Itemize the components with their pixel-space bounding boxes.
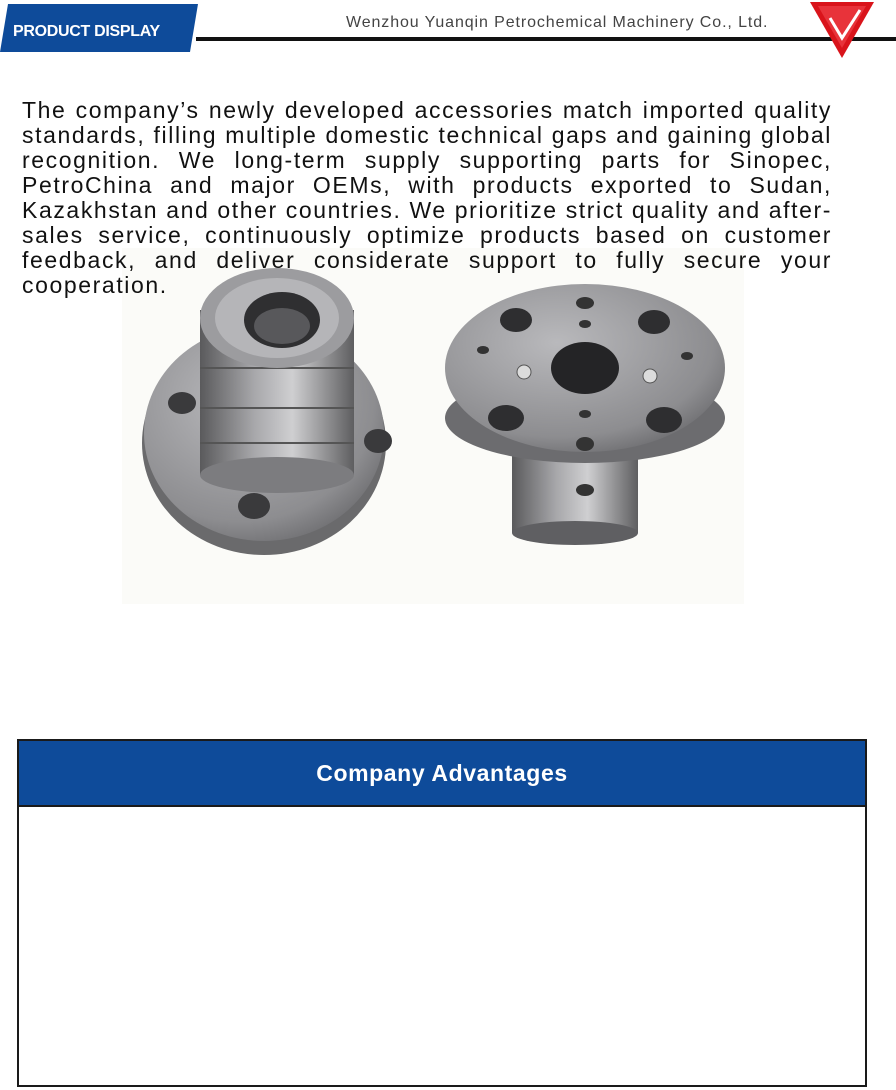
- header-rule: [196, 37, 896, 41]
- company-advantages-panel: [17, 739, 867, 1087]
- product-display-badge: [0, 4, 198, 52]
- advantages-title: Company Advantages: [316, 759, 568, 786]
- advantages-body: The company’s newly developed accessories match imported quality standards, filling multiple domestic technical gaps and gaining global recognition. We long-term supply supporting parts for Sinopec, PetroChina and major OEMs, with products exported to Sudan, Kazakhstan and other countries. We prioritize strict quality and after-sales service, continuously optimize products based on customer feedback, and deliver considerate support to fully secure your cooperation.: [22, 97, 832, 298]
- badge-label: PRODUCT DISPLAY: [13, 23, 160, 40]
- product-photo: [122, 248, 744, 604]
- advantages-header: [19, 741, 865, 807]
- company-name: Wenzhou Yuanqin Petrochemical Machinery Co., Ltd.: [346, 14, 769, 31]
- company-logo-icon: [808, 0, 878, 60]
